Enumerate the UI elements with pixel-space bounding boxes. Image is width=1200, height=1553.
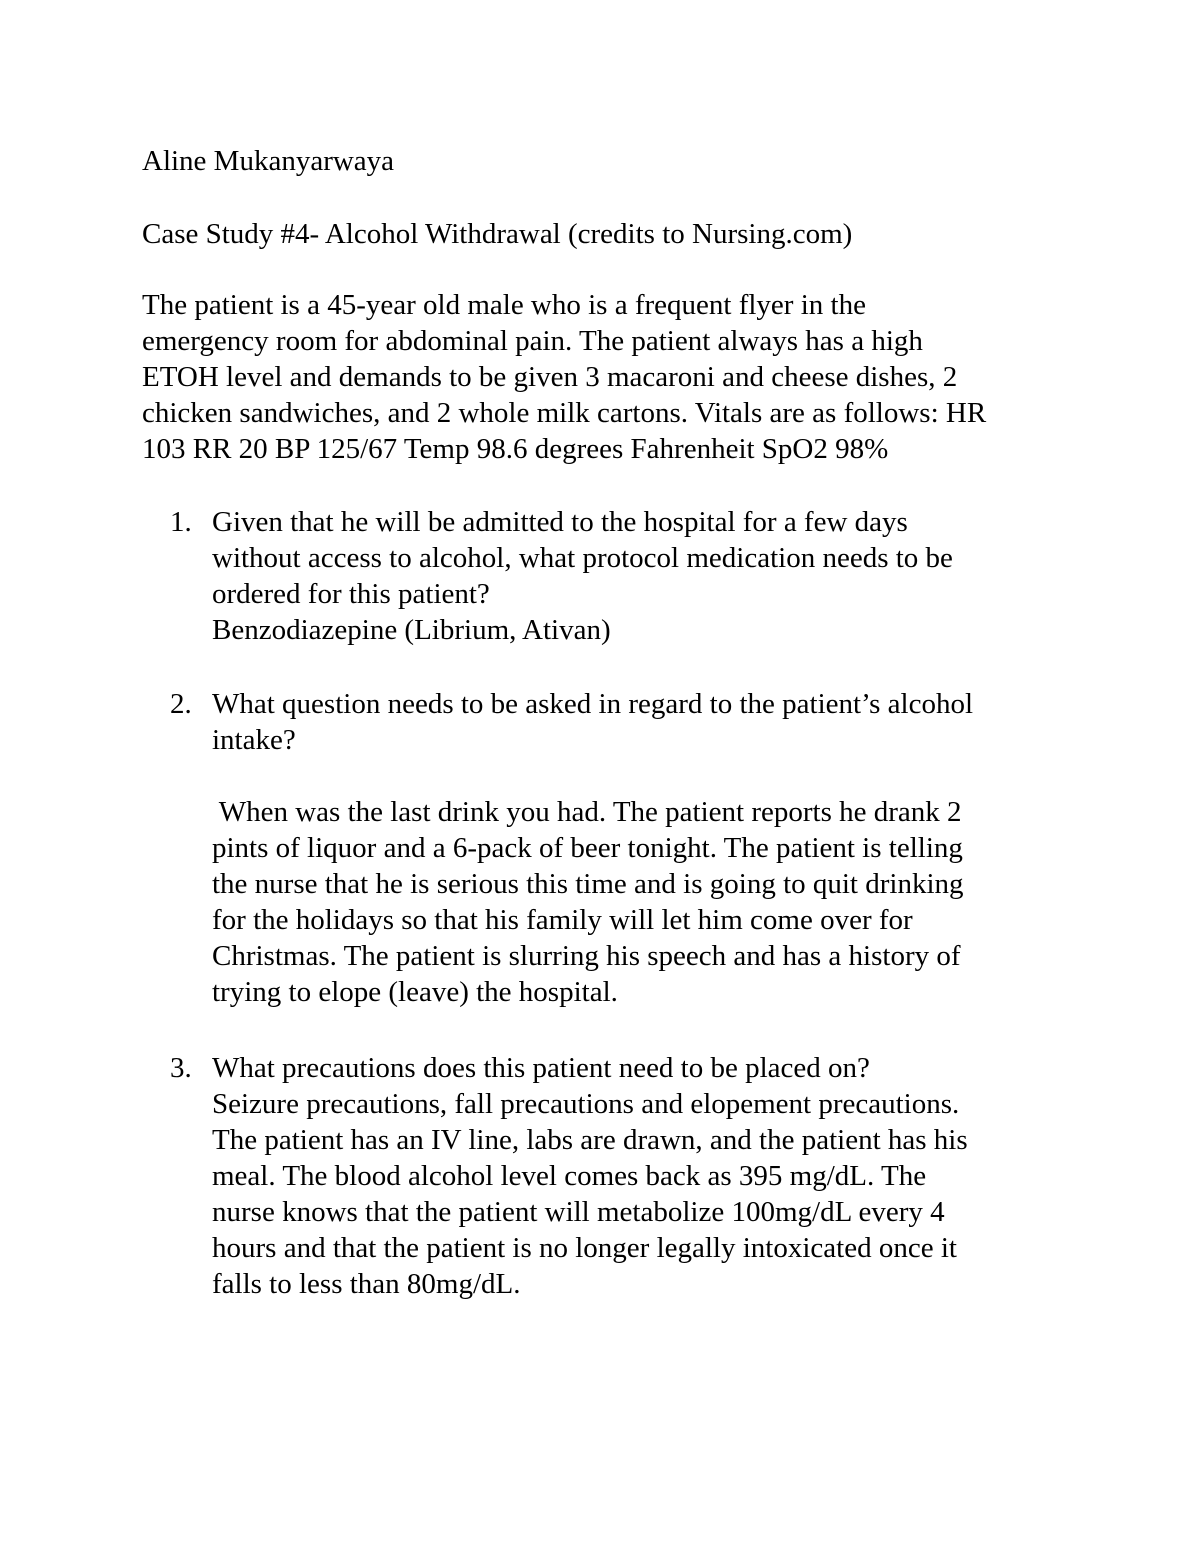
intro-line: ETOH level and demands to be given 3 macaroni and cheese dishes, 2 bbox=[142, 361, 958, 393]
question-line: What question needs to be asked in regard to the patient’s alcohol bbox=[212, 688, 974, 720]
answer-line: The patient has an IV line, labs are drawn, and the patient has his bbox=[212, 1124, 968, 1156]
question-line: intake? bbox=[212, 724, 296, 756]
question-number: 3. bbox=[170, 1052, 192, 1084]
answer-line: When was the last drink you had. The patient reports he drank 2 bbox=[212, 796, 962, 828]
answer-line: hours and that the patient is no longer legally intoxicated once it bbox=[212, 1232, 957, 1264]
intro-line: chicken sandwiches, and 2 whole milk cartons. Vitals are as follows: HR bbox=[142, 397, 987, 429]
question-line: without access to alcohol, what protocol medication needs to be bbox=[212, 542, 953, 574]
answer-line: Christmas. The patient is slurring his speech and has a history of bbox=[212, 940, 961, 972]
answer-block bbox=[212, 794, 1050, 1010]
question-body bbox=[212, 686, 1050, 1010]
question-body bbox=[212, 1050, 1050, 1302]
question-item-2 bbox=[170, 686, 1050, 1010]
question-body bbox=[212, 504, 1050, 648]
case-intro-paragraph bbox=[142, 287, 1072, 467]
author-name: Aline Mukanyarwaya bbox=[142, 145, 395, 177]
answer-line: Benzodiazepine (Librium, Ativan) bbox=[212, 614, 611, 646]
answer-line: Seizure precautions, fall precautions and elopement precautions. bbox=[212, 1088, 960, 1120]
question-number: 1. bbox=[170, 506, 192, 538]
case-study-title: Case Study #4- Alcohol Withdrawal (credits to Nursing.com) bbox=[142, 218, 853, 250]
intro-line: emergency room for abdominal pain. The patient always has a high bbox=[142, 325, 923, 357]
answer-line: nurse knows that the patient will metabolize 100mg/dL every 4 bbox=[212, 1196, 945, 1228]
answer-line: meal. The blood alcohol level comes back as 395 mg/dL. The bbox=[212, 1160, 927, 1192]
question-item-1 bbox=[170, 504, 1050, 648]
answer-line: the nurse that he is serious this time and is going to quit drinking bbox=[212, 868, 964, 900]
question-line: Given that he will be admitted to the hospital for a few days bbox=[212, 506, 908, 538]
question-number: 2. bbox=[170, 688, 192, 720]
question-line: ordered for this patient? bbox=[212, 578, 490, 610]
question-item-3 bbox=[170, 1050, 1050, 1302]
intro-line: 103 RR 20 BP 125/67 Temp 98.6 degrees Fahrenheit SpO2 98% bbox=[142, 433, 889, 465]
intro-line: The patient is a 45-year old male who is a frequent flyer in the bbox=[142, 289, 866, 321]
question-line: What precautions does this patient need to be placed on? bbox=[212, 1052, 870, 1084]
answer-line: trying to elope (leave) the hospital. bbox=[212, 976, 618, 1008]
answer-line: falls to less than 80mg/dL. bbox=[212, 1268, 521, 1300]
answer-line: for the holidays so that his family will let him come over for bbox=[212, 904, 913, 936]
answer-line: pints of liquor and a 6-pack of beer tonight. The patient is telling bbox=[212, 832, 963, 864]
